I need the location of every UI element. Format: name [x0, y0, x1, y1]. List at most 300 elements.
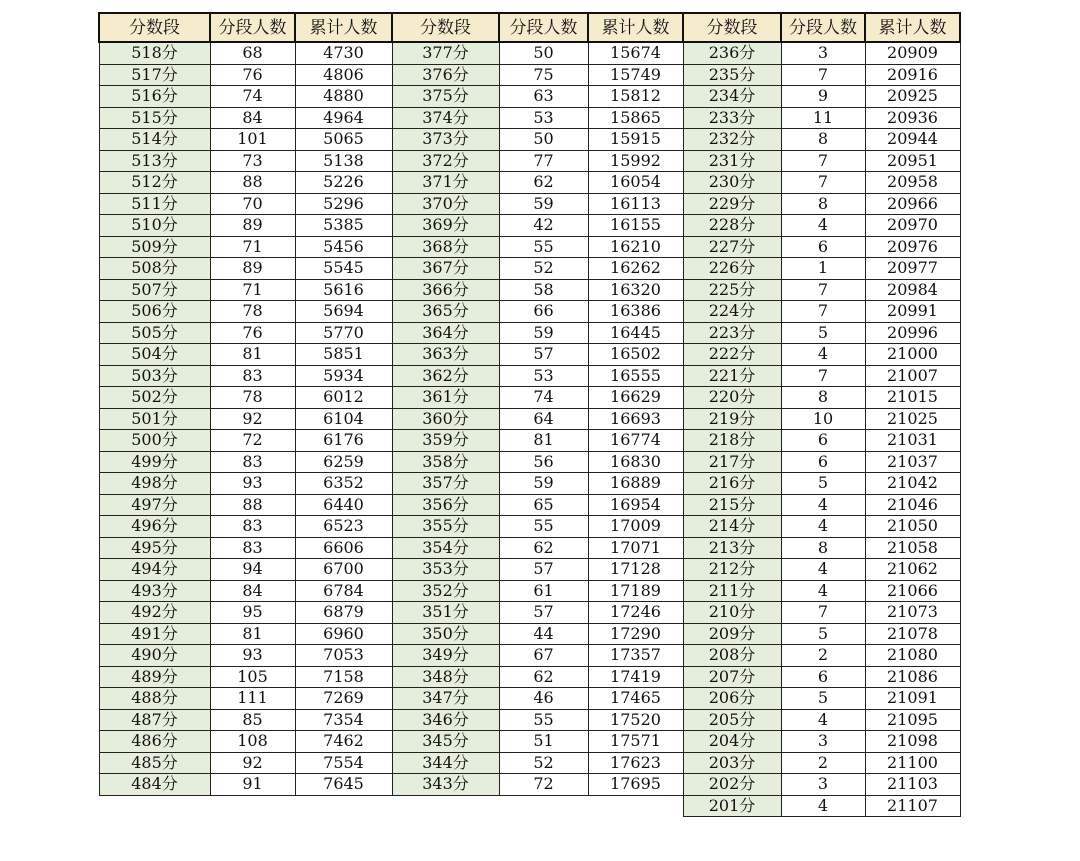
cumulative-count-cell: 17246 [588, 602, 683, 624]
segment-count-cell: 46 [499, 688, 588, 710]
segment-count-cell: 51 [499, 731, 588, 753]
score-range-cell: 346分 [392, 709, 499, 731]
segment-count-cell: 71 [210, 279, 295, 301]
cumulative-count-cell: 20936 [865, 107, 960, 129]
cumulative-count-cell: 7354 [295, 709, 392, 731]
segment-count-cell: 4 [781, 344, 865, 366]
score-range-cell: 217分 [683, 451, 781, 473]
cumulative-count-cell: 5138 [295, 150, 392, 172]
score-range-cell: 488分 [99, 688, 210, 710]
cumulative-count-cell: 21031 [865, 430, 960, 452]
segment-count-cell: 83 [210, 451, 295, 473]
score-range-cell: 367分 [392, 258, 499, 280]
cumulative-count-cell: 20977 [865, 258, 960, 280]
cumulative-count-cell: 5851 [295, 344, 392, 366]
score-range-cell: 494分 [99, 559, 210, 581]
cumulative-count-cell: 5694 [295, 301, 392, 323]
segment-count-cell: 81 [210, 344, 295, 366]
score-range-cell: 502分 [99, 387, 210, 409]
cumulative-count-cell: 21086 [865, 666, 960, 688]
cumulative-count-cell: 6523 [295, 516, 392, 538]
segment-count-cell: 9 [781, 86, 865, 108]
cumulative-count-cell: 16693 [588, 408, 683, 430]
segment-count-cell: 91 [210, 774, 295, 796]
table-row [99, 193, 960, 215]
cumulative-count-cell: 16155 [588, 215, 683, 237]
table-row [99, 709, 960, 731]
score-range-cell: 360分 [392, 408, 499, 430]
cumulative-count-cell: 15674 [588, 42, 683, 64]
segment-count-cell: 3 [781, 774, 865, 796]
segment-count-cell: 59 [499, 322, 588, 344]
cumulative-count-cell: 20944 [865, 129, 960, 151]
segment-count-cell: 53 [499, 107, 588, 129]
segment-count-cell: 8 [781, 193, 865, 215]
segment-count-cell: 77 [499, 150, 588, 172]
score-range-cell: 376分 [392, 64, 499, 86]
header-score-range-1: 分数段 [99, 13, 210, 42]
cumulative-count-cell: 4964 [295, 107, 392, 129]
table-row [99, 580, 960, 602]
score-range-cell: 491分 [99, 623, 210, 645]
score-range-cell: 234分 [683, 86, 781, 108]
score-range-cell [392, 795, 499, 817]
score-range-cell: 503分 [99, 365, 210, 387]
segment-count-cell: 6 [781, 451, 865, 473]
cumulative-count-cell: 4730 [295, 42, 392, 64]
score-range-cell: 361分 [392, 387, 499, 409]
segment-count-cell: 56 [499, 451, 588, 473]
cumulative-count-cell [295, 795, 392, 817]
cumulative-count-cell: 21095 [865, 709, 960, 731]
score-range-cell: 213分 [683, 537, 781, 559]
table-row [99, 172, 960, 194]
segment-count-cell: 44 [499, 623, 588, 645]
score-range-cell: 218分 [683, 430, 781, 452]
score-range-cell: 202分 [683, 774, 781, 796]
table-row [99, 408, 960, 430]
table-row [99, 129, 960, 151]
header-segment-count-3: 分段人数 [781, 13, 865, 42]
cumulative-count-cell: 20951 [865, 150, 960, 172]
cumulative-count-cell: 16889 [588, 473, 683, 495]
table-row [99, 752, 960, 774]
segment-count-cell: 78 [210, 301, 295, 323]
cumulative-count-cell: 17290 [588, 623, 683, 645]
table-row [99, 774, 960, 796]
score-range-cell: 510分 [99, 215, 210, 237]
segment-count-cell: 93 [210, 645, 295, 667]
segment-count-cell: 89 [210, 258, 295, 280]
table-row [99, 451, 960, 473]
segment-count-cell: 84 [210, 107, 295, 129]
segment-count-cell: 64 [499, 408, 588, 430]
cumulative-count-cell: 20916 [865, 64, 960, 86]
segment-count-cell: 52 [499, 258, 588, 280]
cumulative-count-cell: 20909 [865, 42, 960, 64]
score-range-cell: 505分 [99, 322, 210, 344]
segment-count-cell: 4 [781, 580, 865, 602]
cumulative-count-cell: 21058 [865, 537, 960, 559]
table-row [99, 645, 960, 667]
cumulative-count-cell: 4806 [295, 64, 392, 86]
cumulative-count-cell: 4880 [295, 86, 392, 108]
cumulative-count-cell: 5545 [295, 258, 392, 280]
score-range-cell: 366分 [392, 279, 499, 301]
cumulative-count-cell: 21037 [865, 451, 960, 473]
score-range-cell: 228分 [683, 215, 781, 237]
table-row [99, 387, 960, 409]
table-row [99, 516, 960, 538]
score-range-cell: 516分 [99, 86, 210, 108]
table-row [99, 494, 960, 516]
table-row [99, 623, 960, 645]
segment-count-cell: 5 [781, 623, 865, 645]
cumulative-count-cell: 16054 [588, 172, 683, 194]
segment-count-cell: 72 [210, 430, 295, 452]
cumulative-count-cell: 20991 [865, 301, 960, 323]
score-range-cell: 484分 [99, 774, 210, 796]
segment-count-cell: 7 [781, 64, 865, 86]
score-range-cell: 517分 [99, 64, 210, 86]
segment-count-cell: 2 [781, 645, 865, 667]
table-row [99, 731, 960, 753]
score-range-cell: 226分 [683, 258, 781, 280]
score-range-cell: 495分 [99, 537, 210, 559]
header-segment-count-2: 分段人数 [499, 13, 588, 42]
header-cumulative-count-1: 累计人数 [295, 13, 392, 42]
score-range-cell: 512分 [99, 172, 210, 194]
score-range-cell: 359分 [392, 430, 499, 452]
cumulative-count-cell: 15865 [588, 107, 683, 129]
score-range-cell: 235分 [683, 64, 781, 86]
segment-count-cell: 8 [781, 387, 865, 409]
score-range-cell: 236分 [683, 42, 781, 64]
cumulative-count-cell: 17189 [588, 580, 683, 602]
score-range-cell: 232分 [683, 129, 781, 151]
score-range-cell: 206分 [683, 688, 781, 710]
segment-count-cell: 5 [781, 322, 865, 344]
cumulative-count-cell: 6960 [295, 623, 392, 645]
score-range-cell: 203分 [683, 752, 781, 774]
cumulative-count-cell: 17009 [588, 516, 683, 538]
cumulative-count-cell: 15812 [588, 86, 683, 108]
score-range-cell: 492分 [99, 602, 210, 624]
cumulative-count-cell: 7645 [295, 774, 392, 796]
score-range-cell: 358分 [392, 451, 499, 473]
segment-count-cell: 89 [210, 215, 295, 237]
score-range-cell: 375分 [392, 86, 499, 108]
cumulative-count-cell: 6784 [295, 580, 392, 602]
score-range-cell: 354分 [392, 537, 499, 559]
cumulative-count-cell: 21015 [865, 387, 960, 409]
segment-count-cell: 7 [781, 365, 865, 387]
segment-count-cell: 4 [781, 516, 865, 538]
score-range-cell: 227分 [683, 236, 781, 258]
score-range-cell: 356分 [392, 494, 499, 516]
header-score-range-2: 分数段 [392, 13, 499, 42]
segment-count-cell: 65 [499, 494, 588, 516]
segment-count-cell: 5 [781, 688, 865, 710]
table-row [99, 301, 960, 323]
score-range-cell: 233分 [683, 107, 781, 129]
table-row [99, 64, 960, 86]
table-row [99, 559, 960, 581]
segment-count-cell: 84 [210, 580, 295, 602]
score-range-cell: 207分 [683, 666, 781, 688]
cumulative-count-cell: 17128 [588, 559, 683, 581]
segment-count-cell: 11 [781, 107, 865, 129]
cumulative-count-cell [588, 795, 683, 817]
segment-count-cell: 6 [781, 430, 865, 452]
table-row [99, 537, 960, 559]
segment-count-cell: 74 [210, 86, 295, 108]
cumulative-count-cell: 16502 [588, 344, 683, 366]
score-range-cell: 231分 [683, 150, 781, 172]
cumulative-count-cell: 5934 [295, 365, 392, 387]
table-row [99, 86, 960, 108]
table-row [99, 344, 960, 366]
cumulative-count-cell: 6259 [295, 451, 392, 473]
cumulative-count-cell: 21050 [865, 516, 960, 538]
segment-count-cell: 57 [499, 559, 588, 581]
cumulative-count-cell: 17623 [588, 752, 683, 774]
header-cumulative-count-2: 累计人数 [588, 13, 683, 42]
segment-count-cell: 57 [499, 344, 588, 366]
cumulative-count-cell: 5456 [295, 236, 392, 258]
table-header [99, 13, 960, 42]
cumulative-count-cell: 16629 [588, 387, 683, 409]
segment-count-cell: 6 [781, 236, 865, 258]
score-range-cell: 493分 [99, 580, 210, 602]
table-body [99, 42, 960, 817]
cumulative-count-cell: 21080 [865, 645, 960, 667]
score-range-cell: 215分 [683, 494, 781, 516]
segment-count-cell: 81 [210, 623, 295, 645]
cumulative-count-cell: 6879 [295, 602, 392, 624]
cumulative-count-cell: 17465 [588, 688, 683, 710]
segment-count-cell: 95 [210, 602, 295, 624]
score-range-cell: 343分 [392, 774, 499, 796]
score-range-cell: 221分 [683, 365, 781, 387]
score-range-cell: 515分 [99, 107, 210, 129]
cumulative-count-cell: 21073 [865, 602, 960, 624]
cumulative-count-cell: 17571 [588, 731, 683, 753]
cumulative-count-cell: 5065 [295, 129, 392, 151]
score-range-cell: 211分 [683, 580, 781, 602]
score-range-cell: 368分 [392, 236, 499, 258]
segment-count-cell: 70 [210, 193, 295, 215]
score-distribution-table-wrapper [98, 12, 959, 817]
cumulative-count-cell: 16210 [588, 236, 683, 258]
segment-count-cell: 52 [499, 752, 588, 774]
cumulative-count-cell: 20976 [865, 236, 960, 258]
score-range-cell: 374分 [392, 107, 499, 129]
score-range-cell: 490分 [99, 645, 210, 667]
score-range-cell: 496分 [99, 516, 210, 538]
score-range-cell: 509分 [99, 236, 210, 258]
cumulative-count-cell: 6012 [295, 387, 392, 409]
segment-count-cell: 63 [499, 86, 588, 108]
segment-count-cell: 78 [210, 387, 295, 409]
cumulative-count-cell: 6104 [295, 408, 392, 430]
table-row [99, 258, 960, 280]
segment-count-cell: 94 [210, 559, 295, 581]
segment-count-cell: 57 [499, 602, 588, 624]
segment-count-cell: 81 [499, 430, 588, 452]
segment-count-cell: 93 [210, 473, 295, 495]
cumulative-count-cell: 5226 [295, 172, 392, 194]
cumulative-count-cell: 16386 [588, 301, 683, 323]
segment-count-cell: 4 [781, 709, 865, 731]
score-range-cell: 345分 [392, 731, 499, 753]
cumulative-count-cell: 5770 [295, 322, 392, 344]
segment-count-cell: 8 [781, 129, 865, 151]
segment-count-cell: 58 [499, 279, 588, 301]
segment-count-cell: 42 [499, 215, 588, 237]
score-range-cell: 362分 [392, 365, 499, 387]
segment-count-cell: 74 [499, 387, 588, 409]
cumulative-count-cell: 16113 [588, 193, 683, 215]
score-range-cell: 209分 [683, 623, 781, 645]
segment-count-cell [499, 795, 588, 817]
score-range-cell: 350分 [392, 623, 499, 645]
score-range-cell: 501分 [99, 408, 210, 430]
score-range-cell [99, 795, 210, 817]
segment-count-cell: 71 [210, 236, 295, 258]
cumulative-count-cell: 21091 [865, 688, 960, 710]
segment-count-cell: 83 [210, 537, 295, 559]
score-range-cell: 373分 [392, 129, 499, 151]
cumulative-count-cell: 17520 [588, 709, 683, 731]
cumulative-count-cell: 5296 [295, 193, 392, 215]
segment-count-cell: 3 [781, 731, 865, 753]
table-row [99, 602, 960, 624]
segment-count-cell: 68 [210, 42, 295, 64]
cumulative-count-cell: 6352 [295, 473, 392, 495]
cumulative-count-cell: 21066 [865, 580, 960, 602]
cumulative-count-cell: 21078 [865, 623, 960, 645]
table-row [99, 279, 960, 301]
cumulative-count-cell: 20958 [865, 172, 960, 194]
cumulative-count-cell: 7269 [295, 688, 392, 710]
score-range-cell: 214分 [683, 516, 781, 538]
cumulative-count-cell: 15749 [588, 64, 683, 86]
segment-count-cell: 4 [781, 215, 865, 237]
segment-count-cell: 62 [499, 537, 588, 559]
cumulative-count-cell: 5385 [295, 215, 392, 237]
score-range-cell: 363分 [392, 344, 499, 366]
segment-count-cell: 108 [210, 731, 295, 753]
segment-count-cell: 2 [781, 752, 865, 774]
score-range-cell: 212分 [683, 559, 781, 581]
cumulative-count-cell: 20984 [865, 279, 960, 301]
cumulative-count-cell: 21046 [865, 494, 960, 516]
segment-count-cell: 10 [781, 408, 865, 430]
cumulative-count-cell: 7462 [295, 731, 392, 753]
score-range-cell: 377分 [392, 42, 499, 64]
score-range-cell: 500分 [99, 430, 210, 452]
score-range-cell: 487分 [99, 709, 210, 731]
cumulative-count-cell: 20966 [865, 193, 960, 215]
table-row [99, 365, 960, 387]
score-range-cell: 485分 [99, 752, 210, 774]
score-range-cell: 511分 [99, 193, 210, 215]
score-range-cell: 514分 [99, 129, 210, 151]
segment-count-cell: 62 [499, 172, 588, 194]
segment-count-cell: 61 [499, 580, 588, 602]
score-range-cell: 351分 [392, 602, 499, 624]
segment-count-cell: 111 [210, 688, 295, 710]
score-range-cell: 225分 [683, 279, 781, 301]
score-range-cell: 504分 [99, 344, 210, 366]
score-range-cell: 357分 [392, 473, 499, 495]
cumulative-count-cell: 21100 [865, 752, 960, 774]
score-range-cell: 370分 [392, 193, 499, 215]
segment-count-cell: 7 [781, 279, 865, 301]
cumulative-count-cell: 20996 [865, 322, 960, 344]
cumulative-count-cell: 16830 [588, 451, 683, 473]
score-range-cell: 220分 [683, 387, 781, 409]
score-range-cell: 216分 [683, 473, 781, 495]
segment-count-cell: 55 [499, 709, 588, 731]
cumulative-count-cell: 15915 [588, 129, 683, 151]
score-range-cell: 219分 [683, 408, 781, 430]
header-row [99, 13, 960, 42]
score-range-cell: 224分 [683, 301, 781, 323]
segment-count-cell: 59 [499, 473, 588, 495]
score-range-cell: 364分 [392, 322, 499, 344]
cumulative-count-cell: 16954 [588, 494, 683, 516]
table-row [99, 107, 960, 129]
segment-count-cell: 66 [499, 301, 588, 323]
cumulative-count-cell: 17695 [588, 774, 683, 796]
score-range-cell: 352分 [392, 580, 499, 602]
cumulative-count-cell: 21007 [865, 365, 960, 387]
segment-count-cell [210, 795, 295, 817]
table-row [99, 322, 960, 344]
cumulative-count-cell: 20970 [865, 215, 960, 237]
score-range-cell: 365分 [392, 301, 499, 323]
cumulative-count-cell: 21042 [865, 473, 960, 495]
header-segment-count-1: 分段人数 [210, 13, 295, 42]
cumulative-count-cell: 21107 [865, 795, 960, 817]
score-range-cell: 210分 [683, 602, 781, 624]
cumulative-count-cell: 21000 [865, 344, 960, 366]
cumulative-count-cell: 6700 [295, 559, 392, 581]
segment-count-cell: 55 [499, 516, 588, 538]
table-row [99, 42, 960, 64]
segment-count-cell: 92 [210, 752, 295, 774]
cumulative-count-cell: 6176 [295, 430, 392, 452]
segment-count-cell: 4 [781, 494, 865, 516]
segment-count-cell: 59 [499, 193, 588, 215]
segment-count-cell: 76 [210, 322, 295, 344]
segment-count-cell: 7 [781, 602, 865, 624]
score-range-cell: 229分 [683, 193, 781, 215]
score-range-cell: 353分 [392, 559, 499, 581]
segment-count-cell: 7 [781, 301, 865, 323]
table-row [99, 795, 960, 817]
segment-count-cell: 4 [781, 795, 865, 817]
score-range-cell: 344分 [392, 752, 499, 774]
score-range-cell: 205分 [683, 709, 781, 731]
score-range-cell: 349分 [392, 645, 499, 667]
score-range-cell: 507分 [99, 279, 210, 301]
score-range-cell: 348分 [392, 666, 499, 688]
score-range-cell: 355分 [392, 516, 499, 538]
cumulative-count-cell: 17357 [588, 645, 683, 667]
